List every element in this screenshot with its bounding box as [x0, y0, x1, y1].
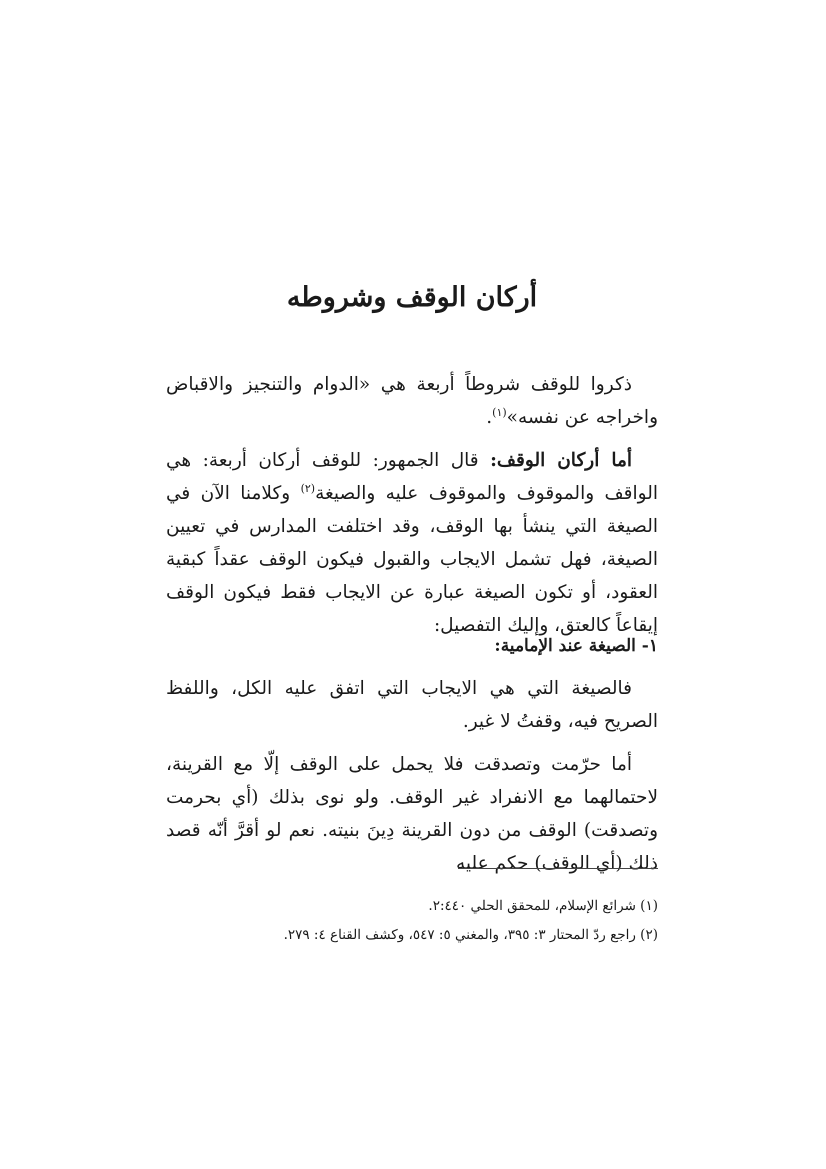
section-heading: ١- الصيغة عند الإمامية: [494, 636, 658, 656]
footnote-ref-2[interactable]: (٢) [300, 481, 316, 495]
paragraph-4-text: أما حرّمت وتصدقت فلا يحمل على الوقف إلّا مع القرينة، لاحتمالهما مع الانفراد غير الوقف. ولو نوى بذلك (أي بحرمت وتصدقت) الوقف من دون القرينة دِينَ بنيته. نعم لو أقرَّ أنّه قصد ذلك (أي الوقف) حكم عليه [166, 754, 658, 874]
footnote-1: (١) شرائع الإسلام، للمحقق الحلي ٢:٤٤٠. [428, 898, 658, 914]
paragraph-3 [166, 672, 658, 738]
intro-tail: . [486, 407, 493, 428]
footnote-divider [458, 868, 658, 869]
intro-text: ذكروا للوقف شروطاً أربعة هي «الدوام والتنجيز والاقباض واخراجه عن نفسه» [166, 374, 658, 428]
pillars-text-2: وكلامنا الآن في الصيغة التي ينشأ بها الوقف، وقد اختلفت المدارس في تعيين الصيغة، فهل تشمل الايجاب والقبول فيكون الوقف عقداً كبقية العقود، أو تكون الصيغة عبارة عن الايجاب فقط فيكون الوقف إيقاعاً كالعتق، وإليك التفصيل: [166, 483, 658, 636]
pillars-lead: أما أركان الوقف: [490, 450, 633, 471]
footnotes [166, 892, 658, 950]
paragraph-4 [166, 748, 658, 880]
footnote-ref-1[interactable]: (١) [492, 405, 507, 419]
footnote-2: (٢) راجع ردّ المحتار ٣: ٣٩٥، والمغني ٥: ٥٤٧، وكشف القناع ٤: ٢٧٩. [283, 927, 658, 943]
page-title: أركان الوقف وشروطه [286, 282, 538, 313]
pillars-paragraph [166, 444, 658, 642]
paragraph-3-text: فالصيغة التي هي الايجاب التي اتفق عليه الكل، واللفظ الصريح فيه، وقفتُ لا غير. [166, 678, 658, 732]
intro-paragraph [166, 368, 658, 434]
pillars-text-1: قال الجمهور: للوقف أركان أربعة: هي الواقف والموقوف والموقوف عليه والصيغة [166, 450, 658, 504]
